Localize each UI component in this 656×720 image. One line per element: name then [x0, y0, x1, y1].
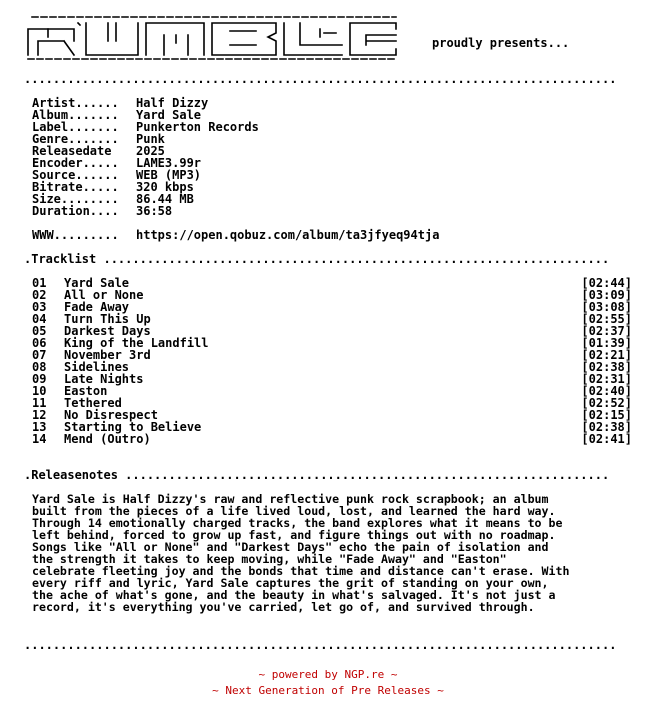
track-duration: [02:44]	[581, 276, 632, 290]
track-number: 14	[32, 432, 47, 446]
info-key: Artist......	[32, 96, 119, 110]
track-title: Sidelines	[64, 360, 130, 374]
info-value: 86.44 MB	[136, 192, 194, 206]
info-key: Genre.......	[32, 132, 119, 146]
info-key: Bitrate.....	[32, 180, 119, 194]
tracklist	[32, 277, 632, 445]
rumble-logo	[24, 15, 400, 61]
track-title: November 3rd	[64, 348, 151, 362]
info-value: 36:58	[136, 204, 173, 218]
footer-powered[interactable]: ~ powered by NGP.re ~	[258, 668, 398, 681]
track-duration: [02:31]	[581, 372, 632, 386]
track-duration: [02:37]	[581, 324, 632, 338]
track-duration: [02:55]	[581, 312, 632, 326]
track-duration: [03:08]	[581, 300, 632, 314]
release-notes-line: celebrate fleeting joy and the bonds that time and distance can't erase. With	[32, 564, 570, 578]
track-row	[32, 385, 632, 397]
track-number: 04	[32, 312, 47, 326]
info-key: Duration....	[32, 204, 119, 218]
releasenotes-header: .Releasenotes ...................................................................	[24, 469, 610, 481]
track-title: Yard Sale	[64, 276, 130, 290]
track-row	[32, 433, 632, 445]
release-notes-line: record, it's everything you've carried, let go of, and survived through.	[32, 600, 535, 614]
info-key: Album.......	[32, 108, 119, 122]
track-row	[32, 373, 632, 385]
info-value: LAME3.99r	[136, 156, 202, 170]
info-key: Encoder.....	[32, 156, 119, 170]
release-notes-line: Through 14 emotionally charged tracks, the band explores what it means to be	[32, 516, 563, 530]
proudly-presents-text: proudly presents...	[432, 36, 570, 50]
track-duration: [02:41]	[581, 432, 632, 446]
track-duration: [02:21]	[581, 348, 632, 362]
track-duration: [02:15]	[581, 408, 632, 422]
track-title: No Disrespect	[64, 408, 158, 422]
www-key: WWW.........	[32, 228, 119, 242]
track-duration: [02:52]	[581, 396, 632, 410]
track-number: 09	[32, 372, 47, 386]
release-notes-line: the strength it takes to keep moving, while "Fade Away" and "Easton"	[32, 552, 507, 566]
track-title: King of the Landfill	[64, 336, 209, 350]
track-number: 11	[32, 396, 47, 410]
track-duration: [01:39]	[581, 336, 632, 350]
release-notes	[32, 493, 569, 613]
track-duration: [03:09]	[581, 288, 632, 302]
www-row	[32, 229, 439, 241]
info-value: WEB (MP3)	[136, 168, 202, 182]
release-notes-line: the ache of what's gone, and the beauty in what's salvaged. It's not just a	[32, 588, 556, 602]
info-value: Half Dizzy	[136, 96, 209, 110]
bottom-separator: ..................................................................................	[24, 639, 617, 651]
track-number: 02	[32, 288, 47, 302]
track-number: 08	[32, 360, 47, 374]
track-title: Mend (Outro)	[64, 432, 151, 446]
info-value: 2025	[136, 144, 165, 158]
info-key: Releasedate	[32, 144, 112, 158]
track-duration: [02:38]	[581, 360, 632, 374]
track-title: Easton	[64, 384, 108, 398]
track-number: 01	[32, 276, 47, 290]
track-title: Starting to Believe	[64, 420, 202, 434]
release-notes-line: every riff and lyric, Yard Sale captures the grit of standing on your own,	[32, 576, 549, 590]
info-value: Punkerton Records	[136, 120, 259, 134]
release-info	[32, 97, 259, 217]
track-number: 06	[32, 336, 47, 350]
track-title: Fade Away	[64, 300, 130, 314]
release-notes-line: Yard Sale is Half Dizzy's raw and reflective punk rock scrapbook; an album	[32, 492, 549, 506]
track-number: 05	[32, 324, 47, 338]
track-duration: [02:38]	[581, 420, 632, 434]
info-key: Label.......	[32, 120, 119, 134]
release-notes-line: Songs like "All or None" and "Darkest Days" echo the pain of isolation and	[32, 540, 549, 554]
info-key: Size........	[32, 192, 119, 206]
footer-ngp: ~ Next Generation of Pre Releases ~	[212, 684, 444, 697]
track-title: Tethered	[64, 396, 122, 410]
track-duration: [02:40]	[581, 384, 632, 398]
release-notes-line: left behind, forced to grow up fast, and figure things out with no roadmap.	[32, 528, 556, 542]
track-number: 07	[32, 348, 47, 362]
info-key: Source......	[32, 168, 119, 182]
track-number: 13	[32, 420, 47, 434]
track-number: 12	[32, 408, 47, 422]
track-title: Turn This Up	[64, 312, 151, 326]
track-number: 03	[32, 300, 47, 314]
release-notes-line: built from the pieces of a life lived loud, lost, and learned the hard way.	[32, 504, 556, 518]
info-value: Punk	[136, 132, 165, 146]
info-row	[32, 205, 259, 217]
www-link[interactable]: https://open.qobuz.com/album/ta3jfyeq94tja	[136, 228, 440, 242]
track-title: Late Nights	[64, 372, 144, 386]
info-value: Yard Sale	[136, 108, 202, 122]
track-number: 10	[32, 384, 47, 398]
track-title: Darkest Days	[64, 324, 151, 338]
top-separator: ..................................................................................	[24, 73, 617, 85]
info-value: 320 kbps	[136, 180, 194, 194]
tracklist-header: .Tracklist ......................................................................	[24, 253, 610, 265]
track-title: All or None	[64, 288, 144, 302]
